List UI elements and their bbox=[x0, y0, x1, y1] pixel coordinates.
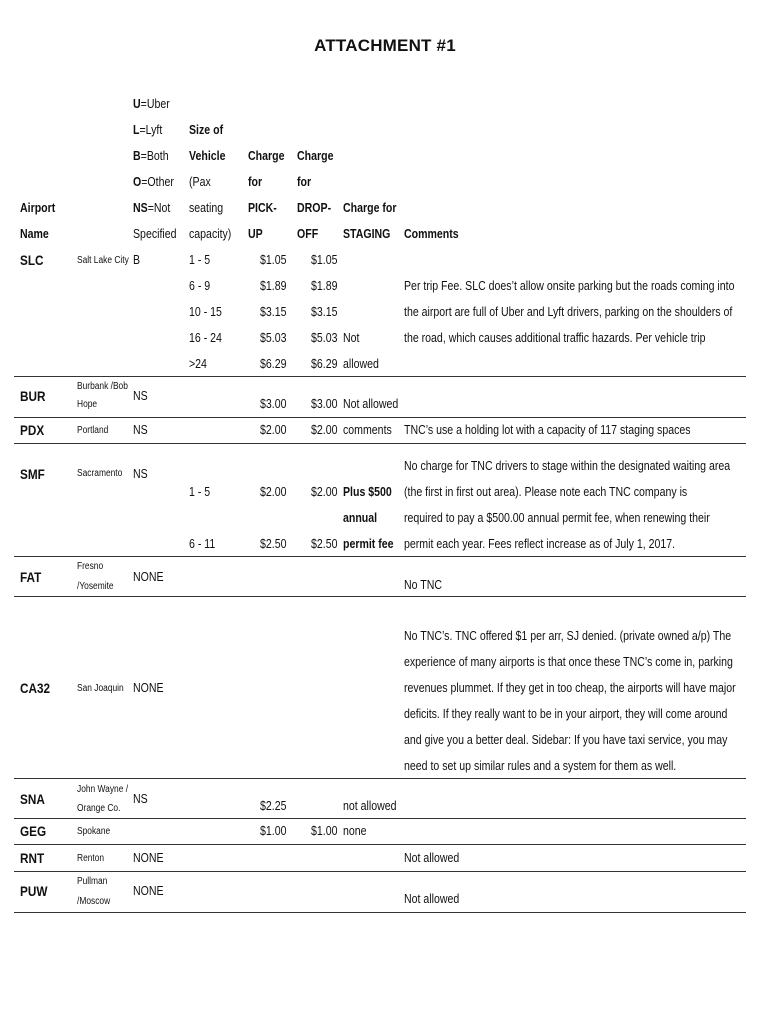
header-airport-line-2: Name bbox=[20, 227, 49, 241]
dropoff-charge: $2.00 bbox=[311, 485, 338, 499]
airport-code: FAT bbox=[20, 569, 42, 585]
comment-line: Not allowed bbox=[404, 851, 460, 865]
airport-city: John Wayne / bbox=[77, 784, 129, 795]
airport-code: SNA bbox=[20, 791, 45, 807]
airport-code: PDX bbox=[20, 422, 45, 438]
legend-lyft: L=Lyft bbox=[133, 123, 163, 137]
page-title: ATTACHMENT #1 bbox=[314, 36, 456, 55]
row-divider bbox=[14, 778, 746, 779]
header-dropoff-line-3: DROP- bbox=[297, 201, 332, 215]
provider-type: NS bbox=[133, 389, 148, 403]
pickup-charge: $2.50 bbox=[260, 537, 287, 551]
pickup-charge: $1.00 bbox=[260, 824, 287, 838]
pickup-charge: $3.15 bbox=[260, 305, 287, 319]
airport-code: BUR bbox=[20, 388, 46, 404]
dropoff-charge: $3.15 bbox=[311, 305, 338, 319]
airport-city: /Yosemite bbox=[77, 581, 114, 592]
vehicle-size: 1 - 5 bbox=[189, 485, 211, 499]
comment-line: the airport are full of Uber and Lyft drivers, parking on the shoulders of bbox=[404, 305, 733, 319]
header-comments: Comments bbox=[404, 227, 459, 241]
vehicle-size: 10 - 15 bbox=[189, 305, 222, 319]
staging-charge: none bbox=[343, 824, 367, 838]
header-size-line-3: (Pax bbox=[189, 175, 211, 189]
vehicle-size: 6 - 11 bbox=[189, 537, 216, 551]
airport-city: Spokane bbox=[77, 826, 111, 837]
pickup-charge: $2.00 bbox=[260, 485, 287, 499]
comment-line: permit each year. Fees reflect increase as of July 1, 2017. bbox=[404, 537, 676, 551]
airport-code: GEG bbox=[20, 823, 47, 839]
airport-code: RNT bbox=[20, 850, 45, 866]
provider-type: NS bbox=[133, 467, 148, 481]
airport-city: Fresno bbox=[77, 561, 104, 572]
row-divider bbox=[14, 596, 746, 597]
header-dropoff-line-1: Charge bbox=[297, 149, 334, 163]
airport-city: Hope bbox=[77, 399, 98, 410]
header-staging-line-2: STAGING bbox=[343, 227, 391, 241]
legend-uber: U=Uber bbox=[133, 97, 170, 111]
airport-city: Salt Lake City bbox=[77, 255, 129, 266]
airport-city: Sacramento bbox=[77, 468, 123, 479]
staging-charge: permit fee bbox=[343, 537, 394, 551]
pickup-charge: $3.00 bbox=[260, 397, 287, 411]
pickup-charge: $1.89 bbox=[260, 279, 287, 293]
row-divider bbox=[14, 443, 746, 444]
staging-charge: not allowed bbox=[343, 799, 397, 813]
pickup-charge: $2.00 bbox=[260, 423, 287, 437]
comment-line: and give you a better deal. Sidebar: If you have taxi service, you may bbox=[404, 733, 728, 747]
header-size-line-1: Size of bbox=[189, 123, 224, 137]
header-pickup-line-4: UP bbox=[248, 227, 263, 241]
vehicle-size: 16 - 24 bbox=[189, 331, 222, 345]
airport-city: Renton bbox=[77, 853, 105, 864]
airport-city: Orange Co. bbox=[77, 803, 121, 814]
header-pickup-line-3: PICK- bbox=[248, 201, 277, 215]
airport-city: Burbank /Bob bbox=[77, 381, 128, 392]
comment-line: (the first in first out area). Please note each TNC company is bbox=[404, 485, 688, 499]
comment-line: need to set up similar rules and a system for them as well. bbox=[404, 759, 677, 773]
row-divider bbox=[14, 818, 746, 819]
dropoff-charge: $6.29 bbox=[311, 357, 338, 371]
staging-charge: allowed bbox=[343, 357, 379, 371]
row-divider bbox=[14, 844, 746, 845]
vehicle-size: 6 - 9 bbox=[189, 279, 211, 293]
staging-charge: Not bbox=[343, 331, 360, 345]
legend-not-specified: NS=Not bbox=[133, 201, 171, 215]
provider-type: NS bbox=[133, 792, 148, 806]
vehicle-size: >24 bbox=[189, 357, 207, 371]
row-divider bbox=[14, 556, 746, 557]
header-airport-line-1: Airport bbox=[20, 201, 56, 215]
pickup-charge: $6.29 bbox=[260, 357, 287, 371]
provider-type: NS bbox=[133, 423, 148, 437]
staging-charge: comments bbox=[343, 423, 392, 437]
header-size-line-2: Vehicle bbox=[189, 149, 226, 163]
airport-code: PUW bbox=[20, 883, 48, 899]
comment-line: the road, which causes additional traffic hazards. Per vehicle trip bbox=[404, 331, 706, 345]
dropoff-charge: $3.00 bbox=[311, 397, 338, 411]
header-dropoff-line-2: for bbox=[297, 175, 312, 189]
provider-type: NONE bbox=[133, 681, 164, 695]
row-divider bbox=[14, 871, 746, 872]
comment-line: Not allowed bbox=[404, 892, 460, 906]
airport-city: San Joaquin bbox=[77, 683, 124, 694]
airport-city: /Moscow bbox=[77, 896, 111, 907]
dropoff-charge: $1.05 bbox=[311, 253, 338, 267]
airport-city: Portland bbox=[77, 425, 109, 436]
comment-line: experience of many airports is that once these TNC’s come in, parking bbox=[404, 655, 733, 669]
legend-specified: Specified bbox=[133, 227, 177, 241]
comment-line: required to pay a $500.00 annual permit fee, when renewing their bbox=[404, 511, 710, 525]
staging-charge: annual bbox=[343, 511, 378, 525]
provider-type: B bbox=[133, 253, 141, 267]
dropoff-charge: $5.03 bbox=[311, 331, 338, 345]
dropoff-charge: $2.00 bbox=[311, 423, 338, 437]
provider-type: NONE bbox=[133, 884, 164, 898]
comment-line: No TNC’s. TNC offered $1 per arr, SJ denied. (private owned a/p) The bbox=[404, 629, 732, 643]
staging-charge: Not allowed bbox=[343, 397, 399, 411]
provider-type: NONE bbox=[133, 851, 164, 865]
vehicle-size: 1 - 5 bbox=[189, 253, 211, 267]
header-size-line-4: seating bbox=[189, 201, 224, 215]
row-divider bbox=[14, 912, 746, 913]
comment-line: No TNC bbox=[404, 578, 443, 592]
pickup-charge: $1.05 bbox=[260, 253, 287, 267]
airport-code: CA32 bbox=[20, 680, 51, 696]
pickup-charge: $5.03 bbox=[260, 331, 287, 345]
header-size-line-5: capacity) bbox=[189, 227, 232, 241]
airport-code: SLC bbox=[20, 252, 44, 268]
legend-other: O=Other bbox=[133, 175, 174, 189]
airport-code: SMF bbox=[20, 466, 45, 482]
comment-line: Per trip Fee. SLC does’t allow onsite parking but the roads coming into bbox=[404, 279, 735, 293]
comment-line: deficits. If they really want to be in your airport, they will come around bbox=[404, 707, 728, 721]
row-divider bbox=[14, 376, 746, 377]
comment-line: No charge for TNC drivers to stage within the designated waiting area bbox=[404, 459, 731, 473]
comment-line: TNC’s use a holding lot with a capacity of 117 staging spaces bbox=[404, 423, 691, 437]
dropoff-charge: $1.00 bbox=[311, 824, 338, 838]
dropoff-charge: $2.50 bbox=[311, 537, 338, 551]
provider-type: NONE bbox=[133, 570, 164, 584]
airport-city: Pullman bbox=[77, 876, 108, 887]
header-dropoff-line-4: OFF bbox=[297, 227, 319, 241]
header-pickup-line-1: Charge bbox=[248, 149, 285, 163]
staging-charge: Plus $500 bbox=[343, 485, 392, 499]
comment-line: revenues plummet. If they get in too cheap, the airports will have major bbox=[404, 681, 736, 695]
header-pickup-line-2: for bbox=[248, 175, 263, 189]
header-staging-line-1: Charge for bbox=[343, 201, 397, 215]
legend-both: B=Both bbox=[133, 149, 169, 163]
dropoff-charge: $1.89 bbox=[311, 279, 338, 293]
pickup-charge: $2.25 bbox=[260, 799, 287, 813]
